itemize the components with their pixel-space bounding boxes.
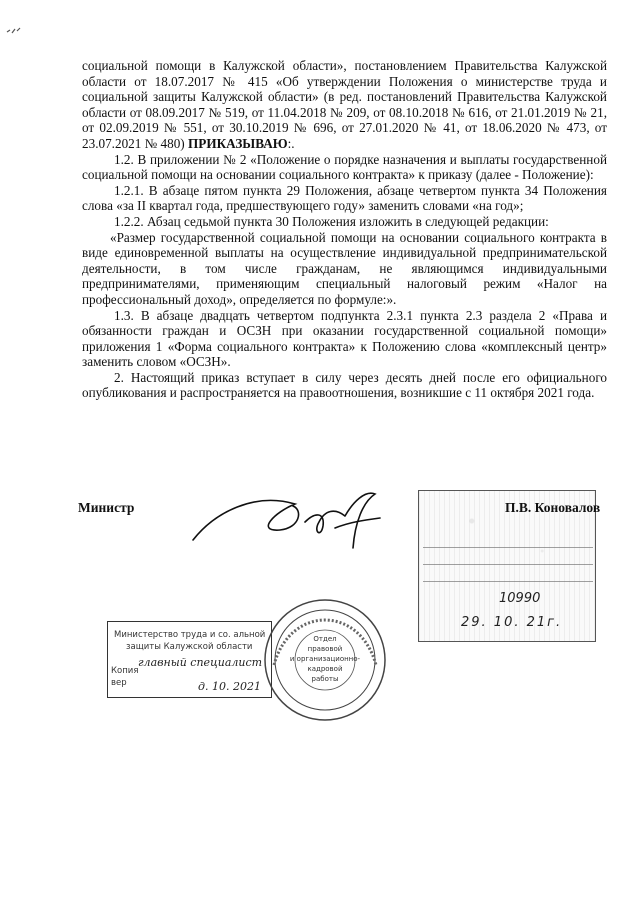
paragraph-1-3: 1.3. В абзаце двадцать четвертом подпункта 2.3.1 пункта 2.3 раздела 2 «Права и обязанности граждан и ОСЗН при оказании государственной социальной помощи» приложения 1 «Форма социального контракта» к Положению слова «комплексный центр» заменить словом «ОСЗН».	[82, 307, 607, 370]
registration-date: 29. 10. 21г.	[461, 615, 563, 630]
paragraph-1-2-2: 1.2.2. Абзац седьмой пункта 30 Положения изложить в следующей редакции:	[114, 213, 549, 229]
registration-number: 10990	[499, 591, 541, 606]
paragraph-quoted-text: «Размер государственной социальной помощи на основании социального контракта в виде единовременной выплаты на осуществление индивидуальной предпринимательской деятельности, в том числе гражданам, не являющимся индивидуальными предпринимателями, применяющим специальный налоговый режим «Налог на профессиональный доход», определяется по формуле:».	[82, 229, 607, 307]
document-body	[82, 58, 607, 401]
signatory-title: Министр	[78, 500, 135, 515]
copy-stamp-verified-label: вер	[111, 678, 127, 688]
copy-certification-stamp	[107, 621, 272, 698]
copy-stamp-handwritten-role: главный специалист	[138, 656, 263, 669]
copy-stamp-ministry: Министерство труда и со. альной	[114, 630, 266, 640]
registration-lines	[423, 541, 593, 592]
copy-stamp-copy-label: Копия	[111, 666, 139, 676]
signatory-name: П.В. Коновалов	[505, 500, 601, 515]
paragraph-1-2-1: 1.2.1. В абзаце пятом пункта 29 Положения, абзаце четвертом пункта 34 Положения слова «за II квартал года, предшествующего году» заменить словами «на год»;	[82, 182, 607, 214]
order-keyword: ПРИКАЗЫВАЮ	[188, 135, 288, 151]
seal-line-3: и организационно-	[289, 655, 361, 663]
copy-stamp-handwritten-date: д. 10. 2021	[198, 680, 261, 693]
seal-line-5: работы	[311, 675, 339, 683]
handwritten-signature	[185, 482, 385, 552]
paragraph-1-2: 1.2. В приложении № 2 «Положение о порядке назначения и выплаты государственной социальной помощи на основании социального контракта» к приказу (далее - Положение):	[82, 151, 607, 183]
scan-speck-mark	[6, 26, 22, 36]
paragraph-preamble: социальной помощи в Калужской области», постановлением Правительства Калужской области от 18.07.2017 № 415 «Об утверждении Положения о министерстве труда и социальной защиты Калужской области» (в ред. постановлений Правительства Калужской области от 08.09.2017 № 519, от 11.04.2018 № 209, от 08.10.2018 № 616, от 21.01.2019 № 21, от 02.09.2019 № 551, от 30.10.2019 № 696, от 27.01.2020 № 41, от 18.06.2020 № 473, от 23.07.2021 № 480) ПРИКАЗЫВАЮ:.	[82, 58, 607, 151]
copy-stamp-region: защиты Калужской области	[126, 642, 253, 652]
seal-line-1: Отдел	[313, 635, 337, 643]
seal-line-2: правовой	[307, 645, 343, 653]
paragraph-2: 2. Настоящий приказ вступает в силу через десять дней после его официального опубликования и распространяется на правоотношения, возникшие с 11 октября 2021 года.	[82, 369, 607, 401]
seal-line-4: кадровой	[307, 665, 343, 673]
round-seal	[260, 595, 390, 725]
